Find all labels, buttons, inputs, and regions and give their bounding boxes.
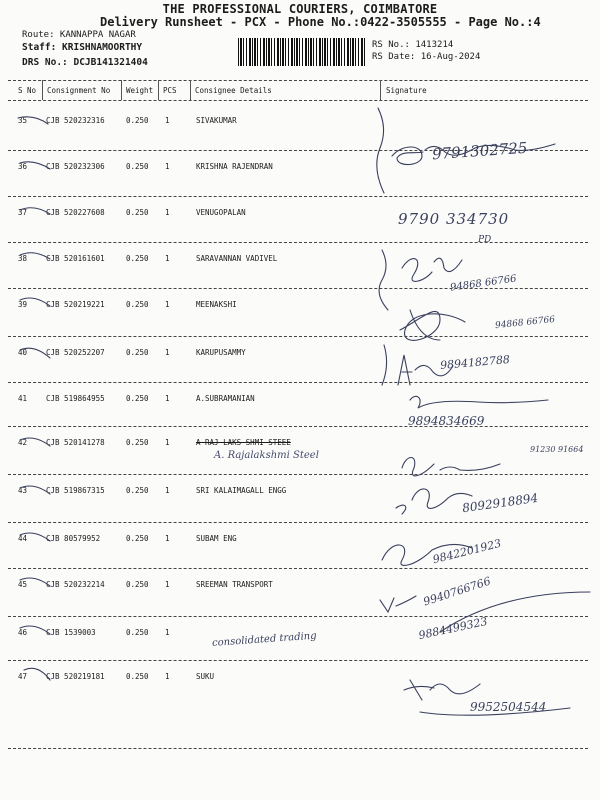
cell-consignment: CJB 520141278	[46, 438, 105, 447]
cell-sno: 42	[18, 438, 28, 447]
cell-consignment: CJB 520219181	[46, 672, 105, 681]
signature-42	[402, 458, 500, 476]
rs-number: RS No.: 1413214	[372, 40, 454, 50]
signature-44	[382, 544, 472, 565]
col-weight: Weight	[126, 86, 154, 95]
row-tick-marks	[18, 117, 50, 680]
handwritten-phone-42: 91230 91664	[530, 445, 584, 454]
cell-sno: 47	[18, 672, 28, 681]
handwritten-mark-37: PD	[478, 235, 492, 245]
cell-consignee: SRI KALAIMAGALL ENGG	[196, 486, 287, 495]
cell-pcs: 1	[165, 628, 170, 637]
cell-sno: 37	[18, 208, 28, 217]
signature-36	[392, 144, 555, 165]
cell-weight: 0.250	[126, 628, 149, 637]
col-pcs: PCS	[163, 86, 177, 95]
cell-pcs: 1	[165, 438, 170, 447]
cell-consignment: CJB 519867315	[46, 486, 105, 495]
handwritten-phone-36: 9791302725	[431, 138, 528, 164]
cell-pcs: 1	[165, 672, 170, 681]
cell-sno: 44	[18, 534, 28, 543]
cell-consignee: KRISHNA RAJENDRAN	[196, 162, 273, 171]
signature-43	[396, 489, 472, 514]
cell-weight: 0.250	[126, 254, 149, 263]
cell-consignment: CJB 520227608	[46, 208, 105, 217]
handwritten-phone-43: 8092918894	[461, 490, 539, 516]
cell-weight: 0.250	[126, 394, 149, 403]
cell-pcs: 1	[165, 208, 170, 217]
cell-pcs: 1	[165, 116, 170, 125]
cell-consignee: VENUGOPALAN	[196, 208, 246, 217]
cell-sno: 41	[18, 394, 28, 403]
col-sno: S No	[18, 86, 37, 95]
cell-pcs: 1	[165, 580, 170, 589]
handwritten-phone-38: 94868 66766	[449, 273, 518, 294]
cell-consignee: SIVAKUMAR	[196, 116, 237, 125]
drs-number: DRS No.: DCJB141321404	[22, 57, 148, 68]
handwritten-phone-45: 9940766766	[421, 574, 493, 609]
cell-consignment: CJB 520252207	[46, 348, 105, 357]
cell-weight: 0.250	[126, 348, 149, 357]
cell-pcs: 1	[165, 162, 170, 171]
cell-pcs: 1	[165, 486, 170, 495]
cell-consignee: A RAJ LAKS SHMI STEEE	[196, 438, 291, 447]
cell-consignment: CJB 519864955	[46, 394, 105, 403]
cell-consignee: SUKU	[196, 672, 215, 681]
cell-consignment: CJB 520161601	[46, 254, 105, 263]
cell-consignee: A.SUBRAMANIAN	[196, 394, 255, 403]
cell-consignee: SUBAM ENG	[196, 534, 237, 543]
cell-consignment: CJB 520232214	[46, 580, 105, 589]
cell-pcs: 1	[165, 394, 170, 403]
handwritten-phone-41: 9894834669	[408, 414, 485, 428]
brace-marks	[377, 108, 388, 385]
cell-pcs: 1	[165, 534, 170, 543]
col-consignment: Consignment No	[47, 86, 111, 95]
cell-weight: 0.250	[126, 208, 149, 217]
handwritten-phone-37: 9790 334730	[398, 210, 510, 228]
cell-weight: 0.250	[126, 534, 149, 543]
handwritten-phone-44: 9842201923	[431, 536, 503, 567]
cell-pcs: 1	[165, 348, 170, 357]
handwritten-phone-40: 9894182788	[439, 352, 511, 373]
cell-pcs: 1	[165, 254, 170, 263]
handwritten-consignee-42: A. Rajalakshmi Steel	[214, 450, 319, 461]
cell-weight: 0.250	[126, 672, 149, 681]
cell-consignment: CJB 80579952	[46, 534, 101, 543]
cell-sno: 43	[18, 486, 28, 495]
cell-weight: 0.250	[126, 300, 149, 309]
company-title: THE PROFESSIONAL COURIERS, COIMBATORE	[162, 2, 438, 16]
cell-consignment: CJB 520232316	[46, 116, 105, 125]
rs-date: RS Date: 16-Aug-2024	[372, 52, 481, 62]
handwritten-phone-39: 94868 66766	[494, 314, 556, 332]
signature-40	[398, 355, 453, 385]
runsheet-title: Delivery Runsheet - PCX - Phone No.:0422-3505555 - Page No.:4	[100, 15, 541, 29]
col-signature: Signature	[386, 86, 427, 95]
signature-47	[404, 680, 570, 715]
handwritten-phone-46: 9884499323	[417, 614, 489, 643]
signature-41	[410, 396, 548, 408]
cell-weight: 0.250	[126, 486, 149, 495]
cell-pcs: 1	[165, 300, 170, 309]
cell-sno: 35	[18, 116, 28, 125]
staff-label: Staff: KRISHNAMOORTHY	[22, 42, 143, 53]
cell-sno: 38	[18, 254, 28, 263]
cell-consignment: CJB 520219221	[46, 300, 105, 309]
cell-sno: 39	[18, 300, 28, 309]
cell-consignee: SARAVANNAN VADIVEL	[196, 254, 278, 263]
cell-sno: 45	[18, 580, 28, 589]
handwritten-phone-47: 9952504544	[470, 700, 547, 714]
cell-sno: 46	[18, 628, 28, 637]
cell-consignment: CJB 520232306	[46, 162, 105, 171]
cell-consignee: KARUPUSAMMY	[196, 348, 246, 357]
handwritten-consignee-46: consolidated trading	[211, 630, 317, 649]
route-label: Route: KANNAPPA NAGAR	[22, 30, 136, 40]
cell-sno: 36	[18, 162, 28, 171]
cell-weight: 0.250	[126, 162, 149, 171]
cell-consignment: CJB 1539003	[46, 628, 96, 637]
cell-weight: 0.250	[126, 438, 149, 447]
signature-45	[380, 592, 590, 632]
cell-consignee: MEENAKSHI	[196, 300, 237, 309]
cell-sno: 40	[18, 348, 28, 357]
col-consignee: Consignee Details	[195, 86, 272, 95]
cell-weight: 0.250	[126, 116, 149, 125]
signature-38	[402, 258, 462, 281]
cell-weight: 0.250	[126, 580, 149, 589]
signature-39	[400, 310, 465, 340]
cell-consignee: SREEMAN TRANSPORT	[196, 580, 273, 589]
